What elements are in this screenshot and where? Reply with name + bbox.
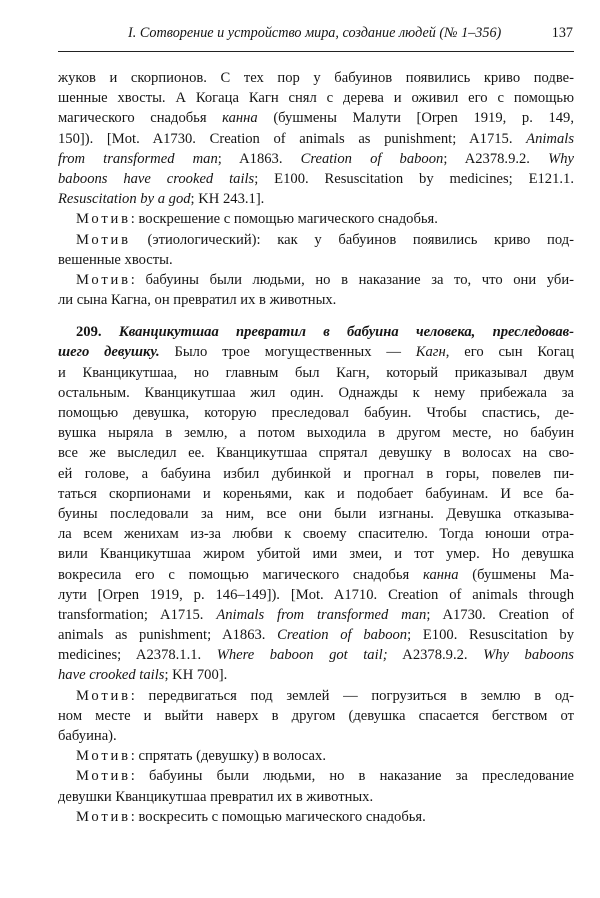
motif-line: Мотив: передвигаться под землей — погрузиться в землю в од- (76, 687, 574, 704)
motif-line: Мотив: бабуины были людьми, но в наказание за то, что они уби- (76, 271, 574, 288)
text-line: 150]). [Mot. A1730. Creation of animals as punishment; A1715. Animals (58, 130, 574, 147)
text-line: transformation; A1715. Animals from transformed man; A1730. Creation of (58, 606, 574, 623)
motif-line: девушки Кванцикутшаа превратил их в животных. (58, 788, 374, 805)
text-line: буины последовали за ним, все они были изгнаны. Девушка отказыва- (58, 505, 574, 522)
text-line: вокресила его с помощью магического снадобья канна (бушмены Ма- (58, 566, 574, 583)
motif-line: бабуина). (58, 728, 117, 744)
header-title: I. Сотворение и устройство мира, создание людей (№ 1–356) (128, 25, 502, 41)
paragraph-gap (58, 310, 574, 322)
header-rule (58, 51, 574, 52)
text-line: все же выследил ее. Кванцикутшаа спрятал девушку в волосах на сво- (58, 445, 574, 462)
text-line: animals as punishment; A1863. Creation of baboon; E100. Resuscitation by (58, 627, 575, 644)
text-line: Resuscitation by a god; KH 243.1]. (58, 191, 265, 208)
text-line: магического снадобья канна (бушмены Малути [Orpen 1919, p. 149, (58, 110, 574, 127)
entry-title-line: 209. Кванцикутшаа превратил в бабуина человека, преследовав- (76, 324, 574, 341)
text-line: medicines; A2378.1.1. Where baboon got tail; A2378.9.2. Why baboons (58, 647, 574, 664)
text-line: шенные хвосты. А Когаца Кагн снял с дерева и оживил его с помощью (58, 90, 574, 107)
text-line: baboons have crooked tails; E100. Resuscitation by medicines; E121.1. (58, 170, 574, 187)
motif-line: Мотив: бабуины были людьми, но в наказание за преследование (76, 768, 574, 785)
page-body (58, 68, 574, 827)
running-header (128, 24, 573, 42)
text-line: остальным. Кванцикутшаа жил один. Однажды к нему прибежала за (58, 384, 574, 401)
motif-line: вешенные хвосты. (58, 251, 173, 268)
motif-line: ном месте и выйти наверх в другом (девушка спасается бегством от (58, 707, 574, 724)
text-line: шего девушку. Было трое могущественных — Кагн, его сын Когац (58, 344, 574, 361)
text-line: вили Кванцикутшаа жиром убитой ими змеи, и тот умер. Но девушка (58, 546, 574, 563)
motif-line: Мотив: спрятать (девушку) в волосах. (76, 748, 326, 765)
entry-number: 209. (76, 324, 102, 341)
text-line: from transformed man; A1863. Creation of baboon; A2378.9.2. Why (58, 150, 575, 167)
motif-line: Мотив (этиологический): как у бабуинов появились криво под- (76, 231, 574, 248)
motif-line: ли сына Кагна, он превратил их в животных. (58, 292, 337, 309)
text-line: вушка ныряла в землю, а потом выходила в другом месте, но бабуин (58, 425, 574, 442)
text-line: таться скорпионами и кореньями, как и подобает бабуинам. И все ба- (58, 485, 574, 502)
text-line: have crooked tails; KH 700]. (58, 667, 228, 684)
text-line: и Кванцикутшаа, но главным был Кагн, который приказывал двум (58, 364, 574, 381)
page-number: 137 (551, 25, 573, 41)
text-line: помощью девушка, которую преследовал бабуин. Чтобы спастись, де- (58, 405, 574, 421)
text-line: ла всем женихам из-за любви к своему спасителю. Тогда юноши отра- (58, 526, 574, 543)
motif-line: Мотив: воскрешение с помощью магического снадобья. (76, 211, 438, 228)
text-line: лути [Orpen 1919, p. 146–149]). [Mot. A1710. Creation of animals through (58, 586, 574, 603)
motif-line: Мотив: воскресить с помощью магического снадобья. (76, 808, 426, 825)
text-line: ей голове, а бабуина избил дубинкой и прогнал в горы, повелев пи- (58, 465, 574, 482)
text-line: жуков и скорпионов. С тех пор у бабуинов появились криво подве- (58, 70, 574, 86)
